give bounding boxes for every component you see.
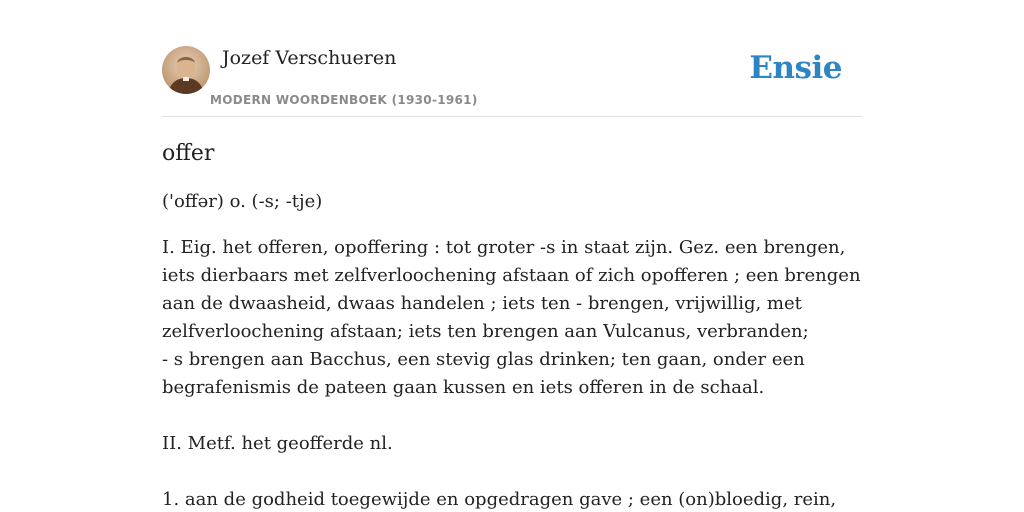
author-name[interactable]: Jozef Verschueren: [222, 47, 397, 69]
definition-paragraph: II. Metf. het geofferde nl.: [162, 433, 393, 454]
brand-logo[interactable]: Ensie: [749, 50, 842, 86]
definition-paragraph: 1. aan de godheid toegewijde en opgedragen gave ; een (on)bloedig, rein,: [162, 489, 837, 510]
author-avatar[interactable]: [162, 46, 210, 94]
definition-paragraph: - s brengen aan Bacchus, een stevig glas drinken; ten gaan, onder een begrafenismis de pateen gaan kussen en iets offeren in de schaal.: [162, 349, 805, 398]
entry-header: [162, 46, 862, 117]
paragraph-gap: [162, 402, 862, 430]
paragraph-gap: [162, 458, 862, 486]
source-label[interactable]: MODERN WOORDENBOEK (1930-1961): [210, 93, 478, 107]
definition-body: [162, 234, 862, 512]
headword: offer: [162, 141, 215, 166]
entry-content: [162, 138, 862, 512]
pronunciation: ('offər) o. (-s; -tje): [162, 191, 323, 212]
author-portrait-icon: [162, 46, 210, 94]
definition-paragraph: I. Eig. het offeren, opoffering : tot groter -s in staat zijn. Gez. een brengen, iets dierbaars met zelfverloochening afstaan of zich opofferen ; een brengen aan de dwaasheid, dwaas handelen ; iets ten - brengen, vrijwillig, met zelfverloochening afstaan; iets ten brengen aan Vulcanus, verbranden;: [162, 237, 861, 342]
